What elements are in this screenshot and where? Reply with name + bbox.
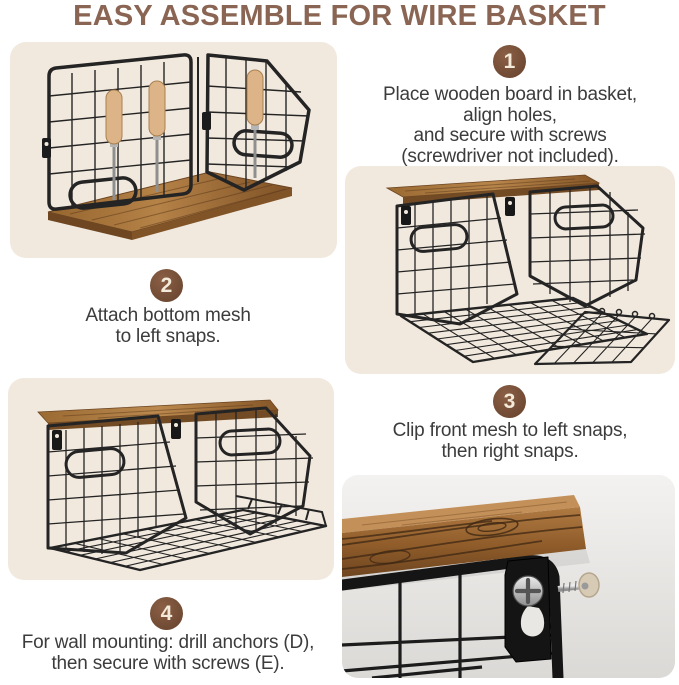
step-4-number-badge: 4 — [150, 597, 183, 630]
step-3-number-badge: 3 — [493, 385, 526, 418]
step-3-instruction — [343, 421, 677, 462]
step-4-line-2: then secure with screws (E). — [51, 652, 285, 674]
step-2-line-1: Attach bottom mesh — [85, 305, 251, 326]
keyhole-tab — [401, 206, 411, 225]
step-2-instruction — [0, 306, 336, 347]
step-1-line-3: and secure with screws — [413, 125, 607, 146]
step-2-number-badge: 2 — [150, 269, 183, 302]
step-2-photo — [345, 166, 675, 374]
step-4-photo — [342, 475, 675, 678]
page-title: EASY ASSEMBLE FOR WIRE BASKET — [73, 0, 606, 32]
basket-front-mesh-image — [8, 378, 334, 580]
keyhole-bracket — [505, 557, 551, 662]
step-1-line-2: align holes, — [463, 104, 557, 126]
step-2-line-2: to left snaps. — [115, 325, 221, 347]
keyhole-tab — [52, 430, 62, 450]
keyhole-tab — [505, 197, 515, 216]
step-4-line-1: For wall mounting: drill anchors (D), — [21, 632, 315, 653]
step-1-instruction — [343, 85, 677, 167]
wall-mount-bracket-closeup-image — [342, 475, 675, 678]
step-4-instruction — [0, 633, 336, 674]
step-3-photo — [8, 378, 334, 580]
wall-anchor-and-screw — [558, 573, 599, 597]
keyhole-tab — [42, 138, 51, 158]
screwdriver-icon — [106, 90, 122, 200]
bottom-mesh-unfolded — [401, 298, 647, 362]
basket-bottom-mesh-open-image — [345, 166, 675, 374]
step-1-photo — [10, 42, 337, 258]
keyhole-tab — [202, 112, 211, 130]
left-wire-panel — [397, 194, 517, 324]
open-basket-with-screwdrivers-image — [10, 42, 337, 258]
step-1-line-4: (screwdriver not included). — [401, 145, 619, 167]
step-1-number-badge: 1 — [493, 45, 526, 78]
step-1-line-1: Place wooden board in basket, — [382, 84, 638, 105]
keyhole-tab — [171, 419, 181, 439]
right-wire-panel — [530, 186, 645, 306]
step-3-line-1: Clip front mesh to left snaps, — [392, 420, 628, 441]
keyhole-slot — [521, 606, 544, 637]
screwdriver-icon — [247, 70, 263, 178]
step-3-line-2: then right snaps. — [441, 440, 579, 462]
